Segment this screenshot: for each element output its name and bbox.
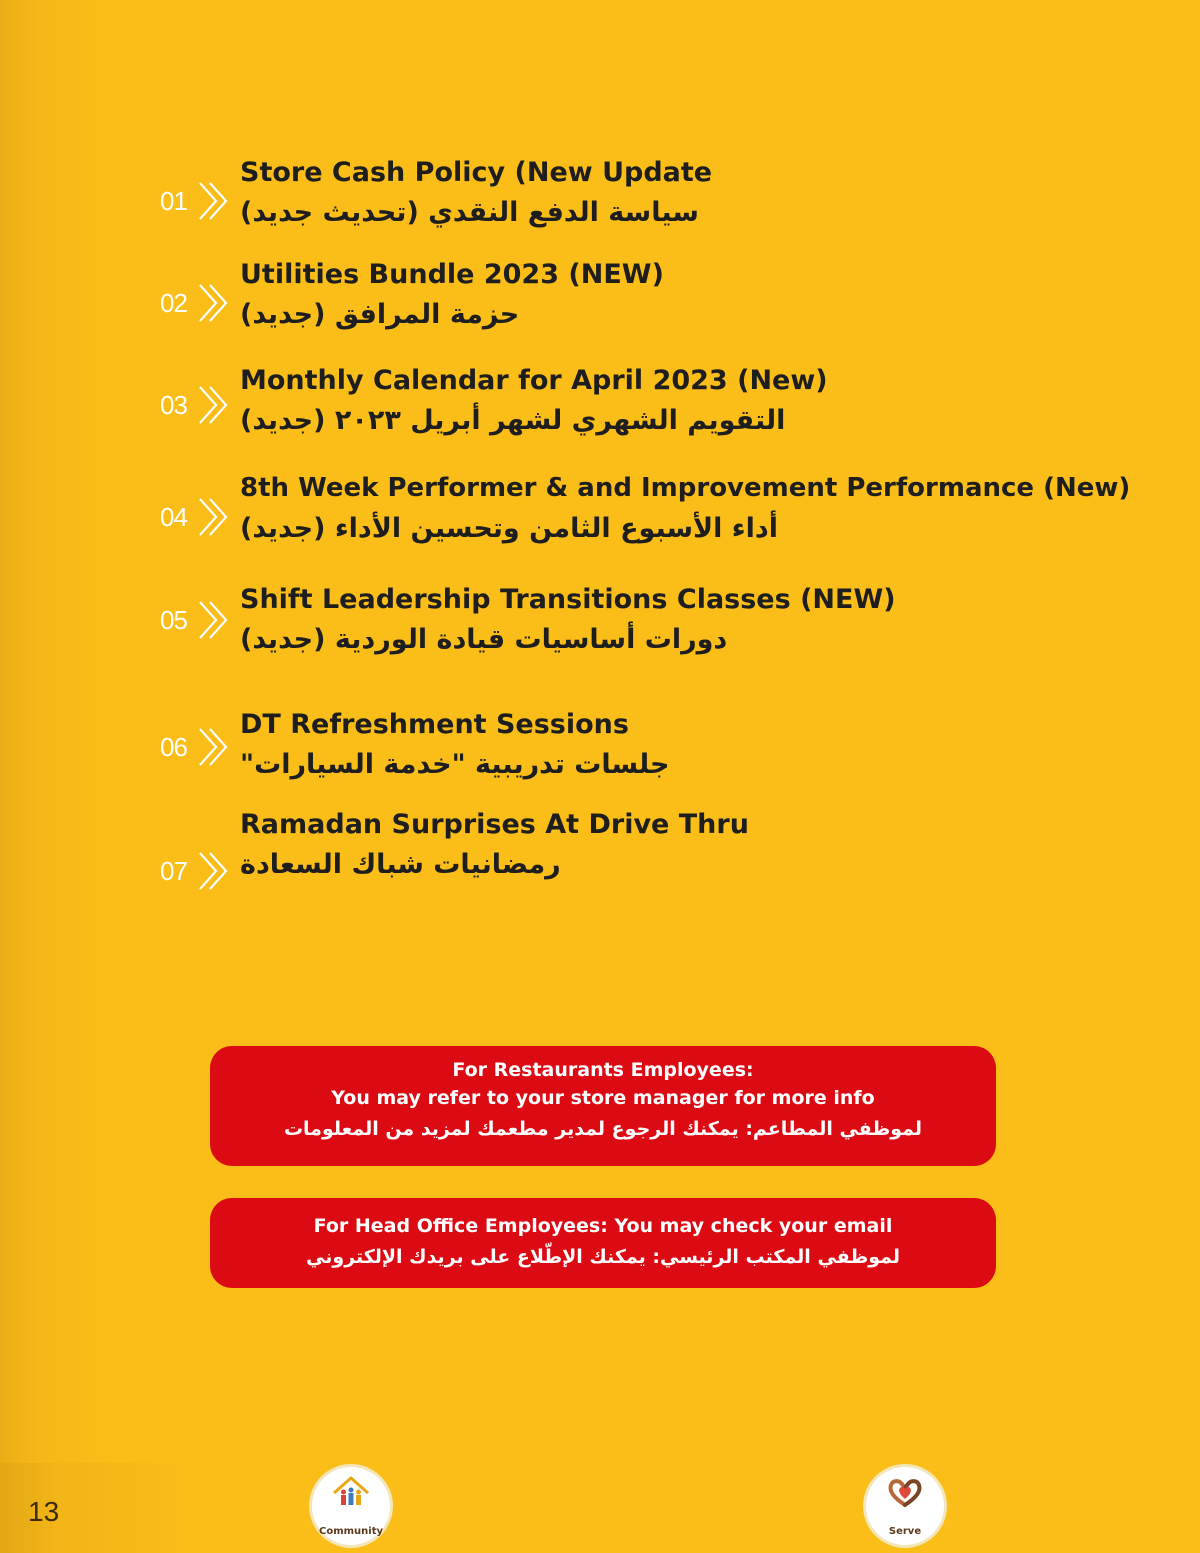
serve-badge <box>866 1467 944 1545</box>
toc-item-02[interactable] <box>160 259 1180 359</box>
toc-title-en: Monthly Calendar for April 2023 (New) <box>240 365 828 396</box>
toc-number-badge <box>160 495 240 539</box>
toc-number-badge <box>160 598 240 642</box>
toc-title-ar: سياسة الدفع النقدي (تحديث جديد) <box>240 197 699 228</box>
footer <box>0 1463 1200 1553</box>
toc-title-en: 8th Week Performer & and Improvement Performance (New) <box>240 473 1131 503</box>
toc-number-badge <box>160 725 240 769</box>
community-badge <box>312 1467 390 1545</box>
double-chevron-right-icon <box>196 281 232 325</box>
double-chevron-right-icon <box>196 849 232 893</box>
toc-title-en: DT Refreshment Sessions <box>240 709 629 740</box>
toc-number: 01 <box>160 185 187 216</box>
toc-number: 05 <box>160 604 187 635</box>
toc-number-badge <box>160 179 240 223</box>
toc-title-ar: رمضانيات شباك السعادة <box>240 849 561 880</box>
double-chevron-right-icon <box>196 179 232 223</box>
toc-item-07[interactable] <box>160 809 1180 909</box>
toc-number-badge <box>160 383 240 427</box>
toc-title-en: Store Cash Policy (New Update <box>240 157 713 188</box>
double-chevron-right-icon <box>196 495 232 539</box>
page-number: 13 <box>28 1496 60 1527</box>
toc-number: 06 <box>160 731 187 762</box>
head-office-notice-body-ar: لموظفي المكتب الرئيسي: يمكنك الإطّلاع على بريدك الإلكتروني <box>305 1246 901 1268</box>
toc-title-ar: دورات أساسيات قيادة الوردية (جديد) <box>240 624 728 655</box>
toc-title-en: Ramadan Surprises At Drive Thru <box>240 809 749 840</box>
restaurants-notice <box>210 1046 996 1166</box>
toc-title-ar: حزمة المرافق (جديد) <box>240 299 520 330</box>
toc-title-ar: أداء الأسبوع الثامن وتحسين الأداء (جديد) <box>240 513 778 544</box>
toc-title-en: Shift Leadership Transitions Classes (NEW) <box>240 584 896 615</box>
restaurants-notice-heading: For Restaurants Employees: <box>452 1059 754 1081</box>
toc-number-badge <box>160 849 240 893</box>
double-chevron-right-icon <box>196 383 232 427</box>
restaurants-notice-body-ar: لموظفي المطاعم: يمكنك الرجوع لمدير مطعمك لمزيد من المعلومات <box>283 1118 923 1140</box>
community-house-icon <box>331 1475 371 1511</box>
serve-badge-label: Serve <box>888 1526 922 1537</box>
toc-title-en: Utilities Bundle 2023 (NEW) <box>240 259 664 290</box>
restaurants-notice-body: You may refer to your store manager for more info <box>331 1087 875 1109</box>
head-office-notice <box>210 1198 996 1288</box>
double-chevron-right-icon <box>196 598 232 642</box>
toc-item-05[interactable] <box>160 584 1180 684</box>
community-badge-label: Community <box>318 1526 383 1537</box>
toc-item-06[interactable] <box>160 709 1180 809</box>
toc-item-01[interactable] <box>160 157 1180 257</box>
heart-hands-icon <box>885 1475 925 1511</box>
head-office-notice-body: For Head Office Employees: You may check your email <box>313 1215 893 1237</box>
toc-number: 03 <box>160 389 187 420</box>
toc-title-ar: التقويم الشهري لشهر أبريل ٢٠٢٣ (جديد) <box>240 405 786 436</box>
toc-item-03[interactable] <box>160 365 1180 465</box>
toc-number: 02 <box>160 287 187 318</box>
toc-title-ar: جلسات تدريبية "خدمة السيارات" <box>240 749 670 780</box>
toc-number-badge <box>160 281 240 325</box>
double-chevron-right-icon <box>196 725 232 769</box>
toc-number: 07 <box>160 855 187 886</box>
toc-number: 04 <box>160 501 187 532</box>
toc-item-04[interactable] <box>160 473 1180 573</box>
